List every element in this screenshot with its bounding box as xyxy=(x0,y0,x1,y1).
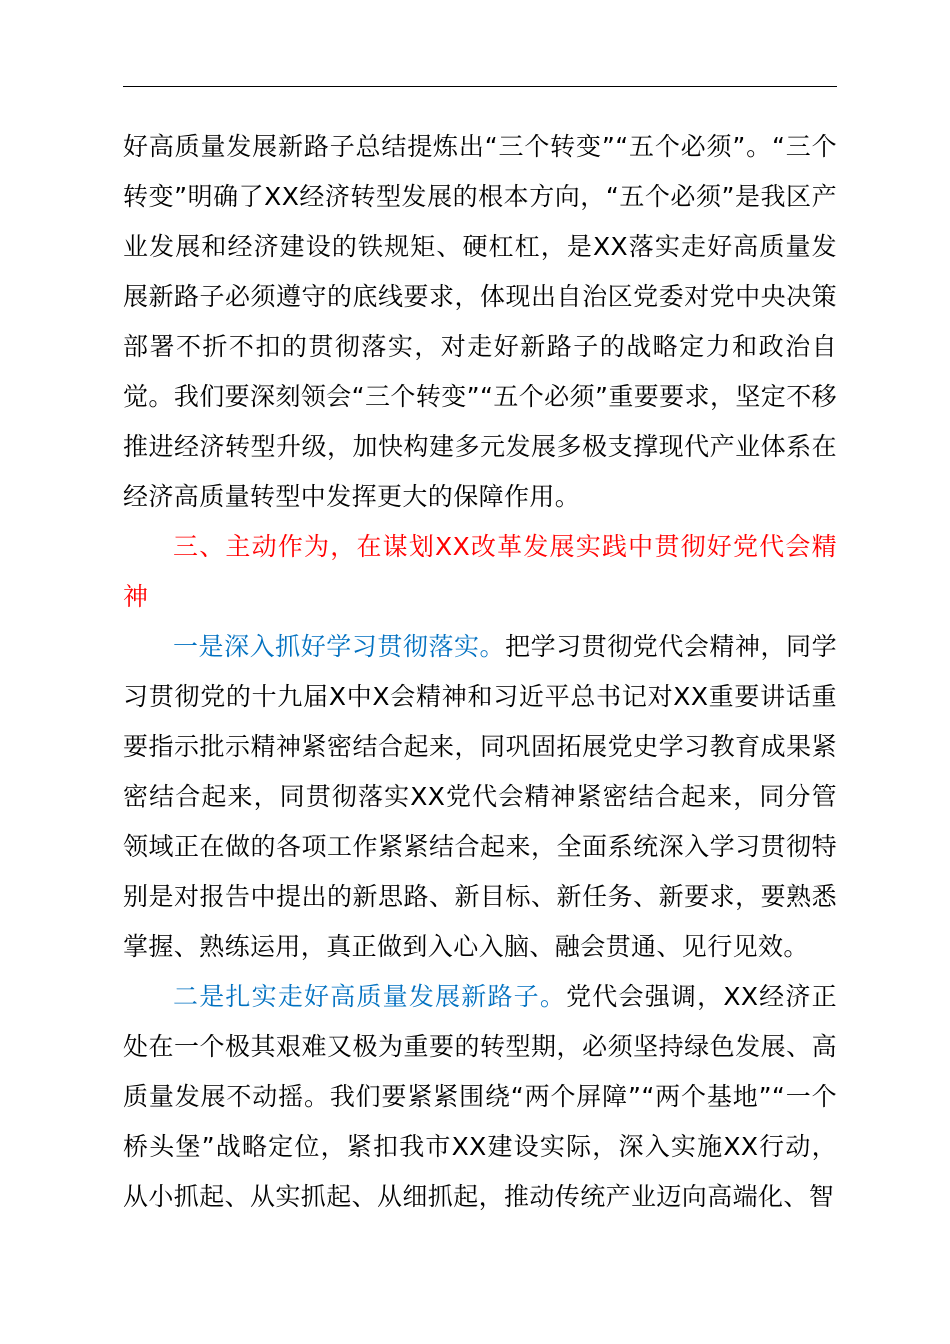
point-2-body: 党代会强调，XX经济正处在一个极其艰难又极为重要的转型期，必须坚持绿色发展、高质量发展不动摇。我们要紧紧围绕“两个屏障”“两个基地”“一个桥头堡”战略定位，紧扣我市XX建设实际，深入实施XX行动，从小抓起、从实抓起、从细抓起，推动传统产业迈向高端化、智 xyxy=(123,982,837,1211)
point-1-lead: 一是深入抓好学习贯彻落实。 xyxy=(173,632,506,661)
point-2-lead: 二是扎实走好高质量发展新路子。 xyxy=(173,982,567,1011)
point-1-paragraph xyxy=(123,622,837,972)
point-1-body: 把学习贯彻党代会精神，同学习贯彻党的十九届X中X会精神和习近平总书记对XX重要讲话重要指示批示精神紧密结合起来，同巩固拓展党史学习教育成果紧密结合起来，同贯彻落实XX党代会精神紧密结合起来，同分管领域正在做的各项工作紧紧结合起来，全面系统深入学习贯彻特别是对报告中提出的新思路、新目标、新任务、新要求，要熟悉掌握、熟练运用，真正做到入心入脑、融会贯通、见行见效。 xyxy=(123,632,838,961)
document-body xyxy=(123,122,837,1222)
point-2-paragraph xyxy=(123,972,837,1222)
header-rule xyxy=(123,86,837,87)
paragraph-continuation: 好高质量发展新路子总结提炼出“三个转变”“五个必须”。“三个转变”明确了XX经济转型发展的根本方向，“五个必须”是我区产业发展和经济建设的铁规矩、硬杠杠，是XX落实走好高质量发展新路子必须遵守的底线要求，体现出自治区党委对党中央决策部署不折不扣的贯彻落实，对走好新路子的战略定力和政治自觉。我们要深刻领会“三个转变”“五个必须”重要要求，坚定不移推进经济转型升级，加快构建多元发展多极支撑现代产业体系在经济高质量转型中发挥更大的保障作用。 xyxy=(123,132,837,511)
section-3-heading: 三、主动作为，在谋划XX改革发展实践中贯彻好党代会精神 xyxy=(123,532,837,611)
